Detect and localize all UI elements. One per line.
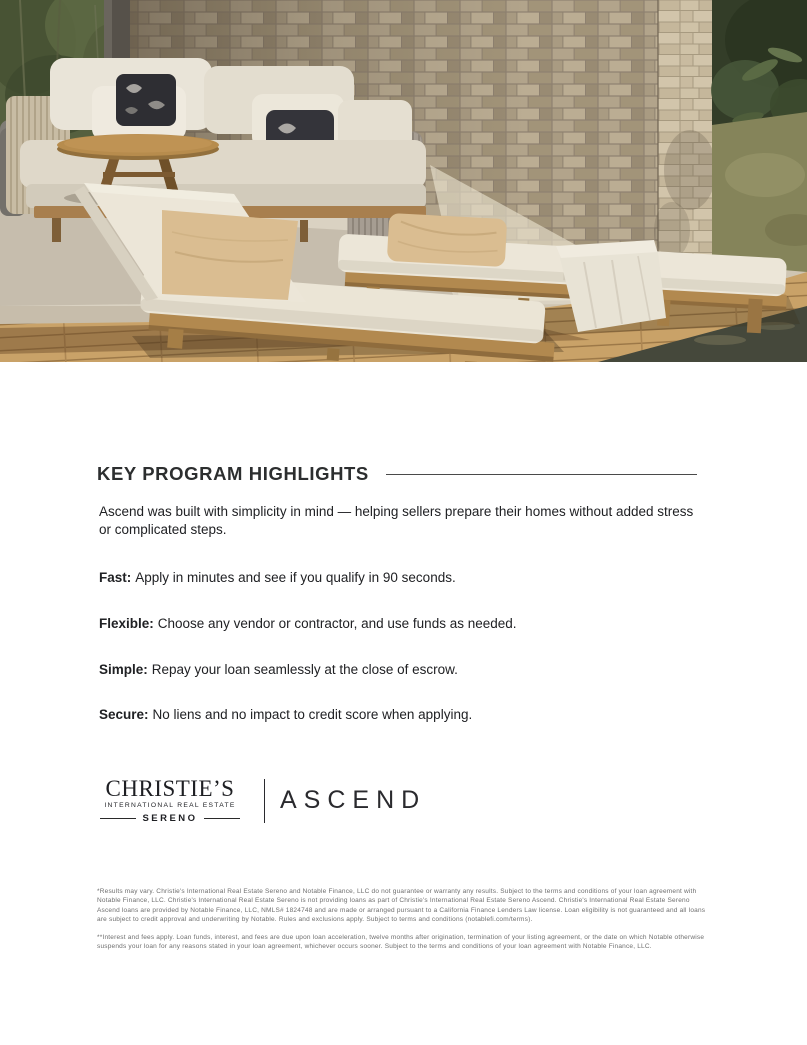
hero-illustration [0,0,807,362]
highlight-text: Repay your loan seamlessly at the close of escrow. [151,662,458,677]
highlight-text: Apply in minutes and see if you qualify in 90 seconds. [135,570,456,585]
right-greenery [711,0,807,272]
highlight-label: Flexible: [99,616,154,631]
christies-subtitle: INTERNATIONAL REAL ESTATE [104,802,236,809]
highlights-section [97,463,697,722]
christies-logo [100,777,240,824]
section-heading-row [97,463,697,485]
region-line-right [204,818,240,819]
christies-region-row [100,813,240,824]
highlight-label: Fast: [99,570,132,585]
christies-wordmark: CHRISTIE’S [105,776,235,801]
disclaimer-interest: **Interest and fees apply. Loan funds, interest, and fees are due upon loan acceleration, twelve months after origination, termination of your listing agreement, or the date on which Notable otherwise suspends your loan for any reasons stated in your loan agreement, whichever occurs sooner. Subject to the terms and conditions of your loan agreement with Notable Finance, LLC. [97,933,705,951]
intro-text: Ascend was built with simplicity in mind — helping sellers prepare their homes without added stress or complicated steps. [99,504,694,537]
highlight-text: Choose any vendor or contractor, and use funds as needed. [157,616,517,631]
christies-region: SERENO [142,813,198,824]
disclaimer-results: *Results may vary. Christie's International Real Estate Sereno and Notable Finance, LLC do not guarantee or warranty any results. Subject to the terms and conditions of your loan agreement with Notable Finance, LLC. Christie's International Real Estate Sereno is not providing loans as part of Christie's International Real Estate Sereno Ascend. Christie's International Real Estate Sereno Ascend loans are provided by Notable Finance, LLC, NMLS# 1824748 and are made or arranged pursuant to a California Finance Lenders Law license. Loan eligibility is not guaranteed and all loans are subject to credit approval and underwriting by Notable. Rules and exclusions apply. Subject to terms and conditions (notablefi.com/terms). [97,888,706,924]
tan-pillow-right [387,213,507,267]
highlight-item-simple [99,662,458,677]
highlight-label: Secure: [99,707,149,722]
ascend-wordmark: ASCEND [280,786,427,814]
highlight-text: No liens and no impact to credit score when applying. [152,707,473,722]
highlight-label: Simple: [99,662,148,677]
hero-photo [0,0,807,362]
section-title: KEY PROGRAM HIGHLIGHTS [97,463,369,484]
highlight-item-fast [99,570,456,585]
patterned-pillow-1 [116,74,176,126]
tan-pillow-left [162,210,298,300]
disclaimers-section [97,887,712,959]
branding-lockup [100,777,426,824]
heading-rule [386,474,697,475]
highlight-item-secure [99,707,472,722]
highlight-item-flexible [99,616,517,631]
region-line-left [100,818,136,819]
logo-divider [264,779,265,823]
